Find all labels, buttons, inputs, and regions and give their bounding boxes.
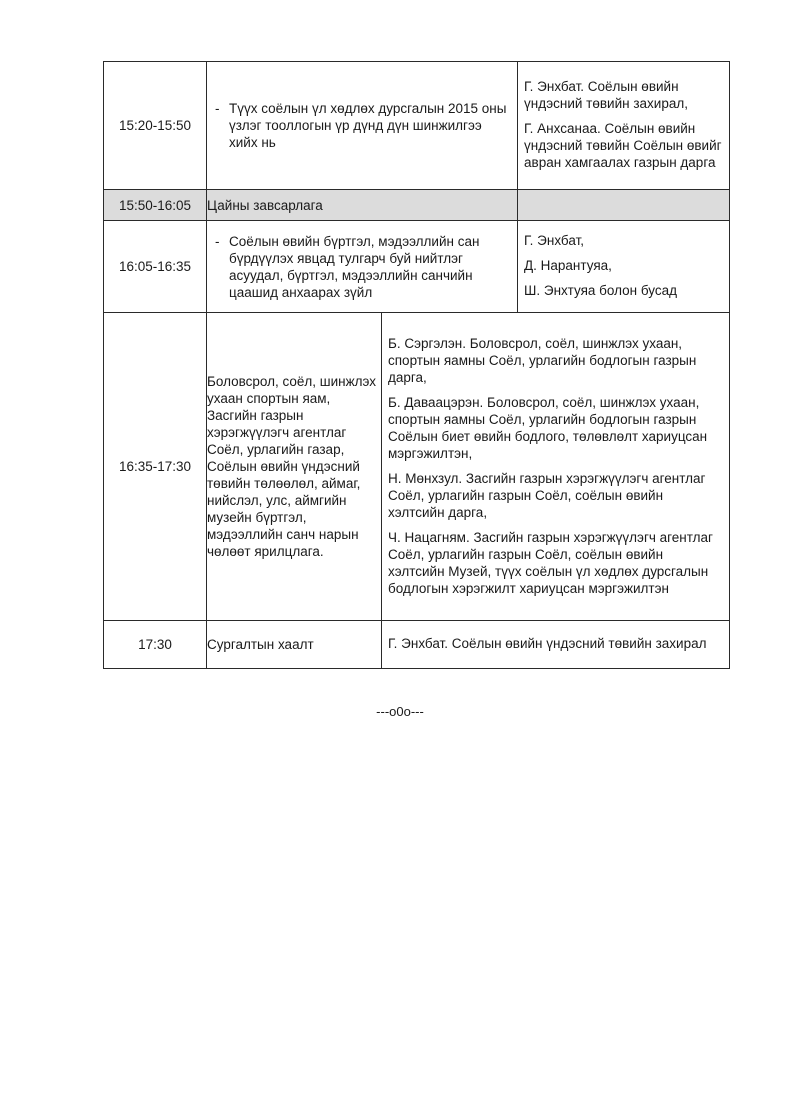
speakers-cell: [382, 313, 730, 621]
speaker-entry: Д. Нарантуяа,: [524, 258, 612, 273]
topic-cell: Цайны завсарлага: [207, 190, 518, 221]
topic-cell: [207, 62, 518, 190]
speaker-entry: Ч. Нацагням. Засгийн газрын хэрэгжүүлэгч агентлаг Соёл, урлагийн газрын Соёл, соёлын өвийн хэлтсийн Музей, түүх соёлын үл хөдлөх дурсгалын бодлогын хэрэгжилт хариуцсан мэргэжилтэн: [388, 529, 713, 596]
topic-text: Түүх соёлын үл хөдлөх дурсгалын 2015 оны үзлэг тооллогын үр дүнд дүн шинжилгээ хийх нь: [229, 101, 507, 150]
speakers-cell: [518, 190, 730, 221]
speaker-entry: Ш. Энхтуяа болон бусад: [524, 283, 678, 298]
speaker-entry: Г. Энхбат. Соёлын өвийн үндэсний төвийн захирал,: [524, 79, 688, 111]
speaker-entry: Г. Анхсанаа. Соёлын өвийн үндэсний төвийн Соёлын өвийг авран хамгаалах газрын дарга: [524, 121, 722, 170]
closing-mark: ---o0o---: [376, 704, 424, 719]
speakers-cell: [518, 62, 730, 190]
time-cell: 17:30: [104, 621, 207, 669]
table-row: [104, 621, 730, 669]
topic-cell: Сургалтын хаалт: [207, 621, 382, 669]
table-row: [104, 313, 730, 621]
time-cell: 16:05-16:35: [104, 221, 207, 313]
table-row: [104, 62, 730, 190]
table-row: [104, 221, 730, 313]
topic-cell: Боловсрол, соёл, шинжлэх ухаан спортын яам, Засгийн газрын хэрэгжүүлэгч агентлаг Соёл, урлагийн газар, Соёлын өвийн үндэсний төвийн төлөөлөл, аймаг, нийслэл, улс, аймгийн музейн бүртгэл, мэдээллийн санч нарын чөлөөт ярилцлага.: [207, 313, 382, 621]
speakers-cell: [382, 621, 730, 669]
topic-marker: -: [215, 233, 220, 249]
speaker-entry: Б. Сэргэлэн. Боловсрол, соёл, шинжлэх ухаан, спортын яамны Соёл, урлагийн бодлогын газрын дарга,: [388, 335, 697, 385]
time-cell: 15:20-15:50: [104, 62, 207, 190]
speaker-entry: Б. Даваацэрэн. Боловсрол, соёл, шинжлэх ухаан, спортын яамны Соёл, урлагийн бодлогын газрын Соёлын биет өвийн бодлого, төлөвлөлт хариуцсан мэргэжилтэн,: [388, 394, 708, 461]
time-cell: 15:50-16:05: [104, 190, 207, 221]
speaker-entry: Н. Мөнхзул. Засгийн газрын хэрэгжүүлэгч агентлаг Соёл, урлагийн газрын Соёл, соёлын өвийн хэлтсийн дарга,: [388, 470, 706, 520]
time-cell: 16:35-17:30: [104, 313, 207, 621]
speaker-entry: Г. Энхбат,: [524, 233, 585, 248]
topic-text: Соёлын өвийн бүртгэл, мэдээллийн сан бүрдүүлэх явцад тулгарч буй нийтлэг асуудал, бүртгэл, мэдээллийн санчийн цаашид анхаарах зүйл: [229, 233, 480, 300]
speaker-entry: Г. Энхбат. Соёлын өвийн үндэсний төвийн захирал: [388, 636, 707, 651]
speakers-cell: [518, 221, 730, 313]
table-row: [104, 190, 730, 221]
topic-cell: [207, 221, 518, 313]
topic-marker: -: [215, 101, 220, 116]
agenda-table: [103, 61, 730, 669]
